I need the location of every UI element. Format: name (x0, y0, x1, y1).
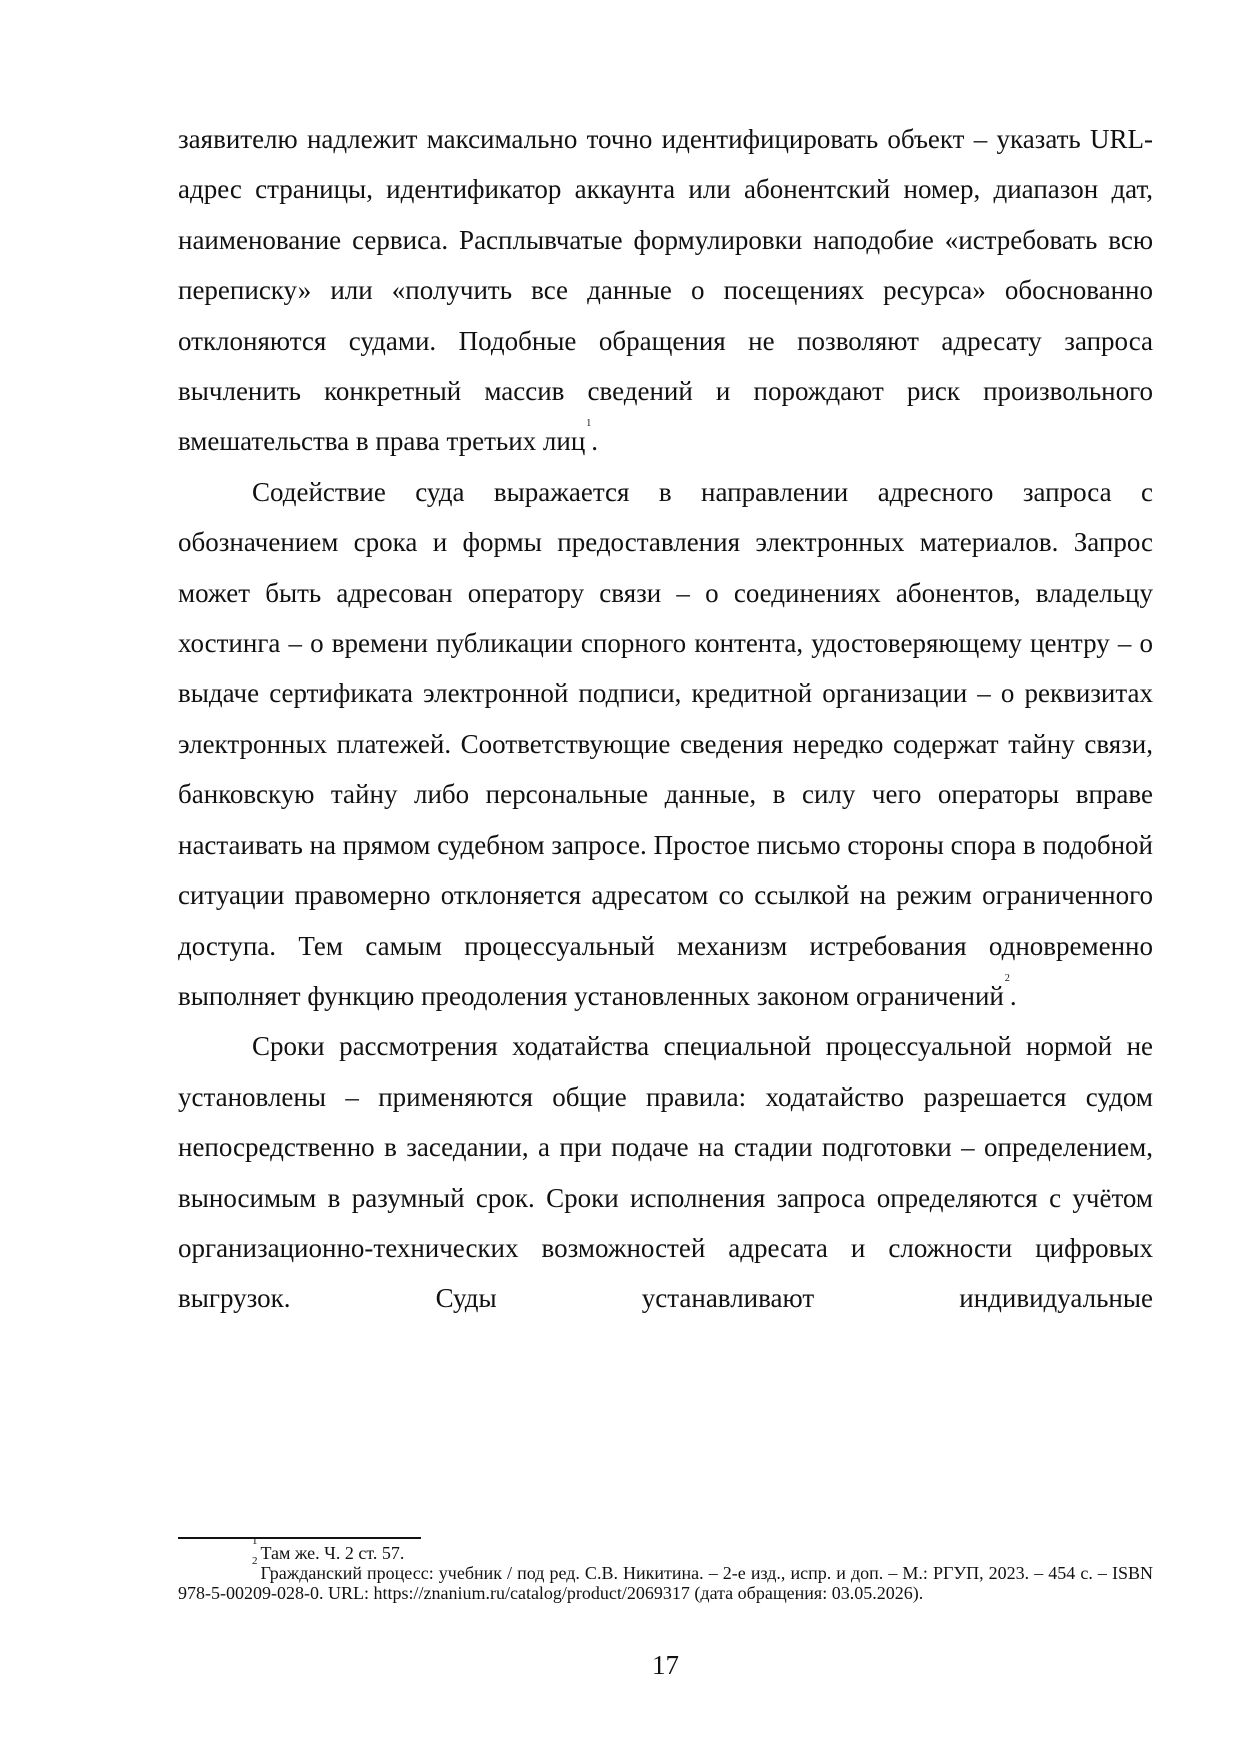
footnote-mark: 2 (252, 1555, 258, 1567)
footnote-reference[interactable]: 1 (586, 418, 592, 430)
footnote-reference[interactable]: 2 (1004, 972, 1010, 984)
paragraph-end: . (591, 426, 599, 457)
page-number: 17 (652, 1650, 679, 1680)
footnotes (178, 1535, 1153, 1603)
footnote (178, 1555, 1153, 1603)
footnote-separator (178, 1537, 421, 1539)
paragraph (178, 467, 1153, 1021)
footnote-text: Там же. Ч. 2 ст. 57. (260, 1543, 405, 1563)
footnote (178, 1535, 1153, 1563)
body-text (178, 114, 1153, 1324)
footnote-text: Гражданский процесс: учебник / под ред. С.В. Никитина. – 2-е изд., испр. и доп. – М.: РГУП, 2023. – 454 с. – ISBN 978-5-00209-028-0. URL: https://znanium.ru/catalog/product/2069317 (дата обращения: 03.05.2026). (178, 1563, 1153, 1603)
paragraph-continued (178, 114, 1153, 467)
paragraph-text: Содействие суда выражается в направлении адресного запроса с обозначением срока и формы предоставления электронных материалов. Запрос может быть адресован оператору связи – о соединениях абонентов, владельцу хостинга – о времени публикации спорного контента, удостоверяющему центру – о выдаче сертификата электронной подписи, кредитной организации – о реквизитах электронных платежей. Соответствующие сведения нередко содержат тайну связи, банковскую тайну либо персональные данные, в силу чего операторы вправе настаивать на прямом судебном запросе. Простое письмо стороны спора в подобной ситуации правомерно отклоняется адресатом со ссылкой на режим ограниченного доступа. Тем самым процессуальный механизм истребования одновременно выполняет функцию преодоления установленных законом ограничений (178, 476, 1153, 1011)
paragraph-end: . (1009, 980, 1017, 1011)
paragraph-text: заявителю надлежит максимально точно идентифицировать объект – указать URL-адрес страницы, идентификатор аккаунта или абонентский номер, диапазон дат, наименование сервиса. Расплывчатые формулировки наподобие «истребовать всю переписку» или «получить все данные о посещениях ресурса» обоснованно отклоняются судами. Подобные обращения не позволяют адресату запроса вычленить конкретный массив сведений и порождают риск произвольного вмешательства в права третьих лиц (178, 124, 1153, 457)
footnote-mark: 1 (252, 1535, 258, 1547)
paragraph-continues-next-page (178, 1021, 1153, 1323)
paragraph-text: Сроки рассмотрения ходатайства специальной процессуальной нормой не установлены – применяются общие правила: ходатайство разрешается судом непосредственно в заседании, а при подаче на стадии подготовки – определением, выносимым в разумный срок. Сроки исполнения запроса определяются с учётом организационно-технических возможностей адресата и сложности цифровых выгрузок. Суды устанавливают индивидуальные (178, 1031, 1153, 1314)
